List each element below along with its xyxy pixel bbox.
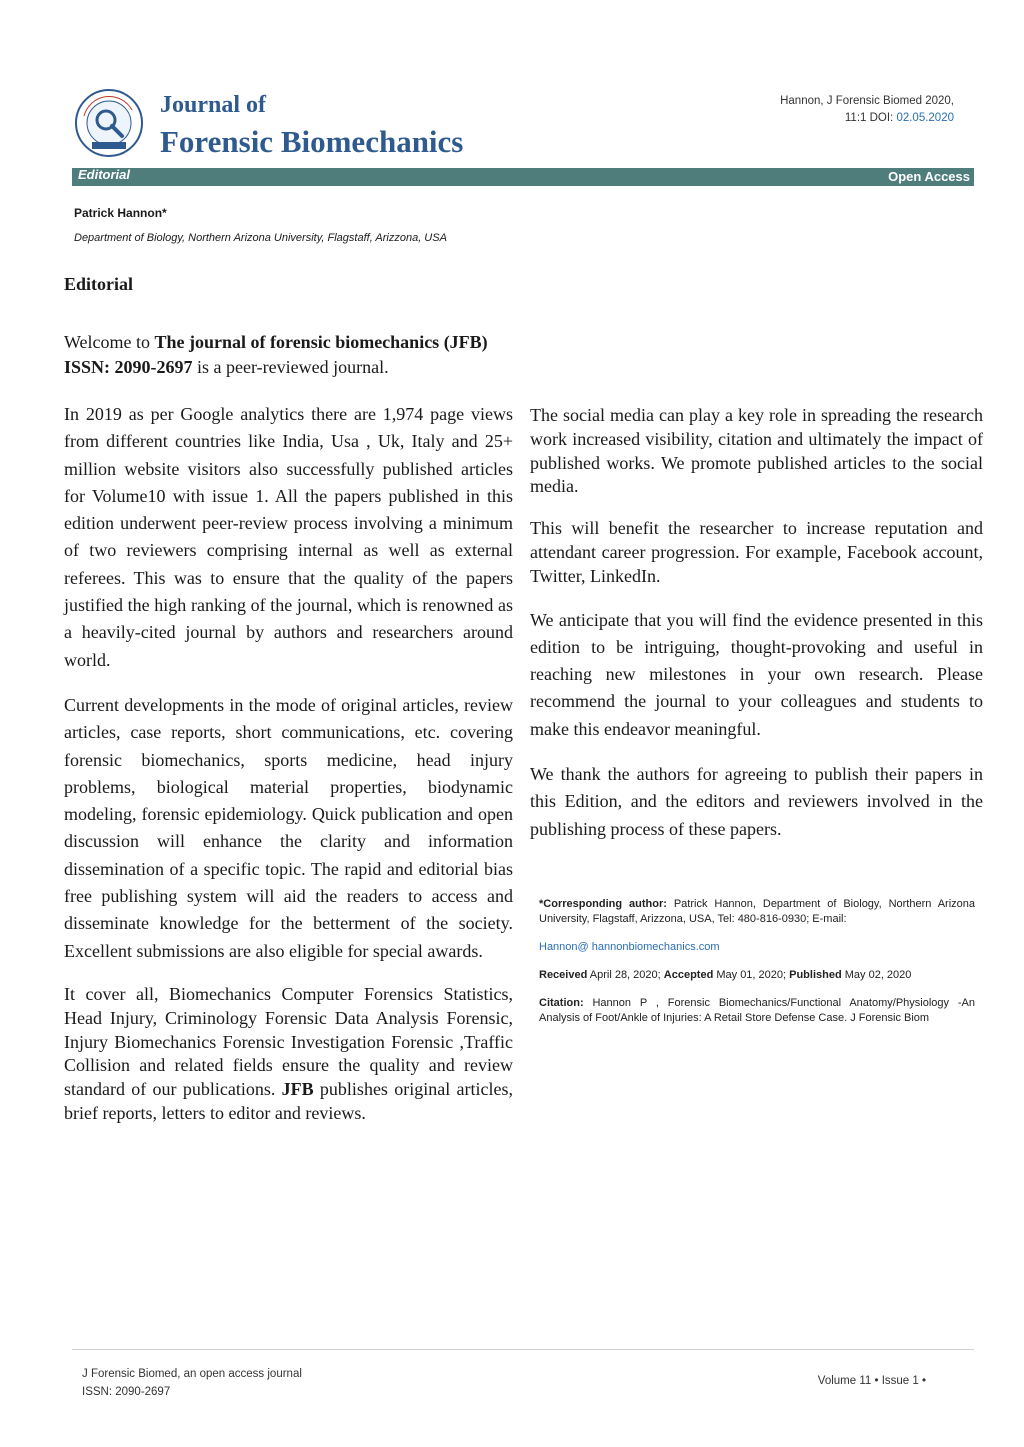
paragraph-analytics: In 2019 as per Google analytics there are 1,974 page views from different countries like India, Usa , Uk, Italy and 25+ million website visitors also successfully published articles for Volume10 with issue 1. All the papers published in this edition underwent peer-review process involving a minimum of two reviewers comprising internal as well as external referees. This was to ensure that the quality of the papers justified the high ranking of the journal, which is renowned as a heavily-cited journal by authors and researchers around world. [64, 404, 513, 670]
citation-text: Hannon P , Forensic Biomechanics/Functional Anatomy/Physiology -An Analysis of Foot/Ankle of Injuries: A Retail Store Defense Case. J Forensic Biom [539, 997, 975, 1024]
coverage-suffix: publishes original articles, brief reports, letters to editor and reviews. [64, 1079, 513, 1123]
correspondence-block [539, 897, 975, 1039]
footer-divider [72, 1349, 974, 1350]
footer-journal-info [82, 1365, 302, 1401]
header-band [72, 168, 974, 186]
published-date: May 02, 2020 [841, 969, 912, 981]
intro-journal-name: The journal of forensic biomechanics (JFB) ISSN: 2090-2697 [64, 332, 488, 377]
corresponding-text: Patrick Hannon, Department of Biology, Northern Arizona University, Flagstaff, Arizzona, USA, Tel: 480-816-0930; E-mail: [539, 898, 975, 925]
citation-line [539, 996, 975, 1026]
intro-paragraph [64, 330, 514, 380]
doi-label: 11:1 DOI: [844, 112, 897, 124]
footer-volume: Volume 11 • Issue 1 • [817, 1375, 926, 1387]
author-name: Patrick Hannon* [74, 206, 167, 220]
citation-header [734, 93, 954, 127]
paragraph-thanks: We thank the authors for agreeing to publish their papers in this Edition, and the editors and reviewers involved in the publishing process of these papers. [530, 764, 983, 839]
journal-title-line1: Journal of [160, 92, 267, 118]
footer-journal-name: J Forensic Biomed, an open access journal [82, 1368, 302, 1380]
intro-prefix: Welcome to [64, 332, 155, 352]
accepted-label: Accepted [663, 969, 714, 981]
email-link[interactable]: Hannon@ hannonbiomechanics.com [539, 941, 720, 953]
author-affiliation: Department of Biology, Northern Arizona University, Flagstaff, Arizzona, USA [74, 232, 447, 244]
corresponding-author [539, 897, 975, 927]
journal-logo [74, 88, 144, 158]
coverage-jfb: JFB [281, 1079, 314, 1100]
received-label: Received [539, 969, 588, 981]
article-type-label: Editorial [78, 167, 131, 182]
doi-link[interactable]: 02.05.2020 [896, 112, 954, 124]
section-heading: Editorial [64, 274, 134, 294]
left-column [64, 401, 513, 1144]
coverage-text: It cover all, Biomechanics Computer Forensics Statistics, Head Injury, Criminology Forensic Data Analysis Forensic, Injury Biomechanics Forensic Investigation Forensic ,Traffic Collision and related fields ensure the quality and review standard of our publications. [64, 983, 513, 1100]
citation-line1: Hannon, J Forensic Biomed 2020, [780, 95, 954, 107]
paragraph-developments: Current developments in the mode of original articles, review articles, case reports, short communications, etc. covering forensic biomechanics, sports medicine, head injury problems, biological material properties, biodynamic modeling, forensic epidemiology. Quick publication and open discussion will enhance the clarity and information dissemination of a specific topic. The rapid and editorial bias free publishing system will aid the readers to access and disseminate knowledge for the betterment of the society. Excellent submissions are also eligible for special awards. [64, 694, 513, 961]
paragraph-social-media: The social media can play a key role in spreading the research work increased visibility, citation and ultimately the impact of published works. We promote published articles to the social media. [530, 405, 983, 497]
journal-title-line2: Forensic Biomechanics [160, 124, 464, 159]
accepted-date: May 01, 2020; [713, 969, 790, 981]
open-access-label: Open Access [888, 169, 970, 184]
email-line [539, 940, 975, 955]
citation-label: Citation: [539, 997, 584, 1009]
corresponding-label: *Corresponding author: [539, 898, 667, 910]
dates-line [539, 968, 975, 983]
intro-suffix: is a peer-reviewed journal. [192, 357, 389, 377]
citation-line2 [734, 110, 954, 127]
footer-issn: ISSN: 2090-2697 [82, 1386, 171, 1398]
paragraph-anticipate: We anticipate that you will find the evidence presented in this edition to be intriguing, thought-provoking and useful in reaching new milestones in your own research. Please recommend the journal to your colleagues and students to make this endeavor meaningful. [530, 609, 983, 739]
received-date: April 28, 2020; [587, 969, 664, 981]
published-label: Published [789, 969, 842, 981]
paragraph-benefit: This will benefit the researcher to increase reputation and attendant career progression. For example, Facebook account, Twitter, LinkedIn. [530, 518, 983, 586]
right-column [530, 404, 983, 861]
paragraph-coverage [64, 983, 513, 1126]
